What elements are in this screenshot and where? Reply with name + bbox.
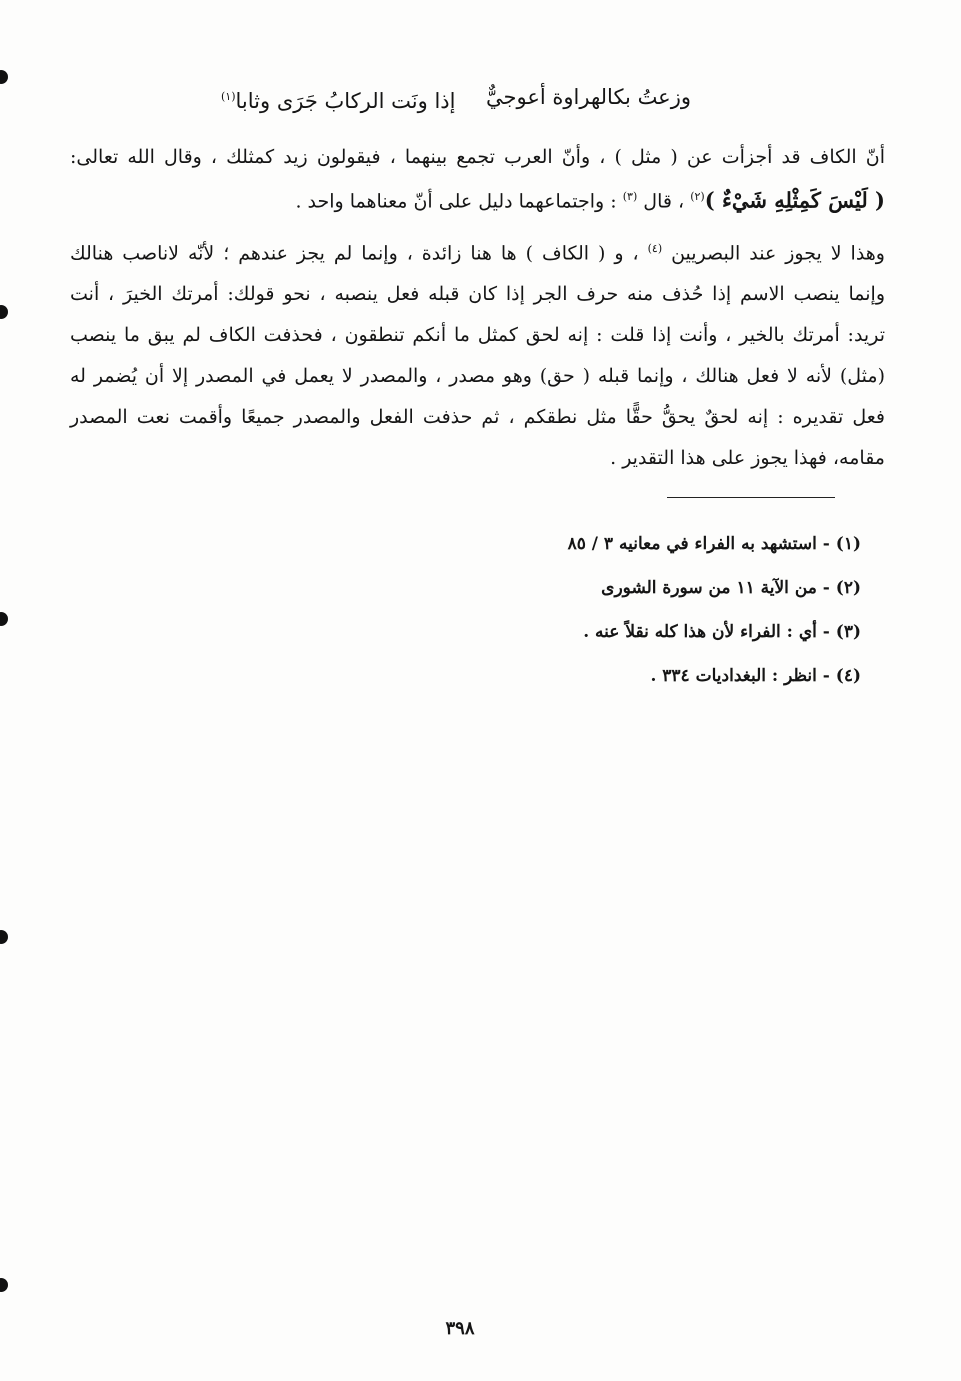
footnote-2: (٢) - من الآية ١١ من سورة الشورى	[601, 578, 861, 598]
page-number: ٣٩٨	[445, 1318, 475, 1339]
footnote-divider	[667, 497, 835, 498]
footnote-ref-1: (١)	[221, 90, 236, 103]
paragraph-1-line-1: أنّ الكاف قد أجزأت عن ( مثل ) ، وأنّ العرب تجمع بينهما ، فيقولون زيد كمثلك ، وقال الله تعالى:	[70, 146, 885, 168]
footnote-ref-4: (٤)	[647, 242, 663, 255]
paragraph-2-line-1-start: وهذا لا يجوز عند البصريين	[671, 242, 885, 265]
verse-first-hemistich: وزعتُ بكالهراوة أعوجيٌّ	[486, 85, 691, 109]
binding-hole-mark	[0, 305, 8, 319]
said-text: ، قال	[643, 190, 685, 213]
footnote-ref-3: (٣)	[622, 190, 638, 203]
paragraph-2-line-1-end: ، و ( الكاف ) ها هنا زائدة ، وإنما لم يجز عندهم ؛ لأنّه لاناصب هنالك	[70, 242, 639, 265]
paragraph-1-line-2	[70, 177, 885, 221]
binding-hole-mark	[0, 70, 8, 84]
paragraph-2-line-4: (مثل) لأنه لا فعل هنالك ، وإنما قبله ( حق) وهو مصدر ، والمصدر لا يعمل في المصدر إلا أن يُضمر له	[70, 365, 885, 388]
paragraph-2-line-1	[70, 228, 885, 274]
paragraph-1	[70, 138, 885, 221]
footnotes	[261, 522, 861, 698]
binding-hole-mark	[0, 930, 8, 944]
binding-hole-mark	[0, 612, 8, 626]
paragraph-2-line-3: تريد: أمرتك بالخير ، وأنت إذا قلت : إنه لحق كمثل ما أنكم تنطقون ، فحذفت الكاف لم يبق ما ينصب	[70, 324, 885, 347]
footnote-ref-2: (٢)	[690, 190, 705, 203]
footnote-1: (١) - استشهد به الفراء في معانيه ٣ / ٨٥	[567, 534, 861, 554]
verse-second-hemistich-text: إذا ونَت الركابُ جَرَى وثابا	[235, 89, 456, 113]
footnote-4: (٤) - انظر : البغداديات ٣٣٤ .	[650, 666, 861, 686]
paragraph-2	[70, 228, 885, 479]
paragraph-2-line-5: فعل تقديره : إنه لحقٌ يحقُّ حقًّا مثل نطقكم ، ثم حذفت الفعل والمصدر جميعًا وأقمت نعت المصدر	[70, 406, 885, 429]
verse-second-hemistich	[221, 80, 455, 118]
paragraph-2-line-2: وإنما ينصب الاسم إذا حُذف منه حرف الجر إذا كان قبله فعل ينصبه ، نحو قولك: أمرتك الخيرَ ، أنت	[70, 283, 885, 306]
paragraph-1-line-2-end: : واجتماعهما دليل على أنّ معناهما واحد .	[295, 190, 617, 213]
binding-hole-mark	[0, 1278, 8, 1292]
footnote-3: (٣) - أي : الفراء لأن هذا كله نقلاً عنه .	[583, 622, 861, 642]
poetry-verse	[221, 80, 691, 118]
quran-quote: ( لَيْسَ كَمِثْلِهِ شَيْءٌ )	[704, 187, 885, 213]
paragraph-2-line-6: مقامه، فهذا يجوز على هذا التقدير .	[610, 447, 885, 470]
